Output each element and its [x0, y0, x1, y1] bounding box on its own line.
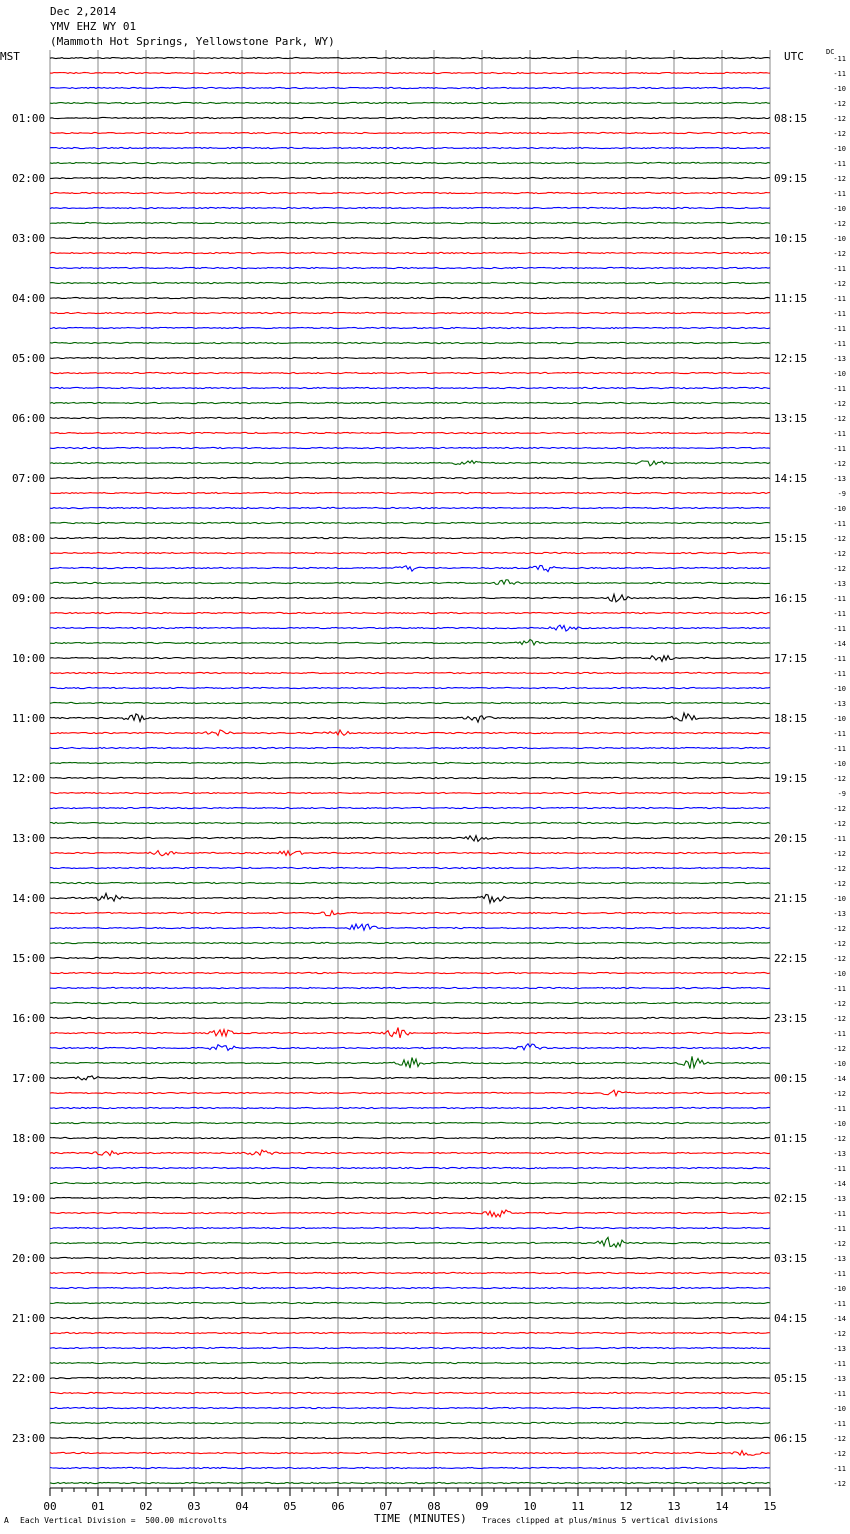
dc-offset-label: -12 — [833, 925, 846, 933]
seismic-trace — [50, 893, 770, 903]
seismic-trace — [50, 565, 770, 571]
hour-label-left: 10:00 — [12, 652, 46, 665]
seismic-trace — [50, 1227, 770, 1228]
seismic-trace — [50, 372, 770, 373]
seismic-trace — [50, 1377, 770, 1378]
seismic-trace — [50, 1017, 770, 1018]
seismic-trace — [50, 924, 770, 930]
seismic-trace — [50, 1451, 770, 1456]
hour-label-left: 13:00 — [12, 832, 46, 845]
dc-offset-label: -10 — [833, 1120, 846, 1128]
hour-label-left: 07:00 — [12, 472, 46, 485]
seismic-trace — [50, 1150, 770, 1156]
x-tick-label: 00 — [43, 1500, 57, 1513]
seismic-trace — [50, 612, 770, 613]
dc-offset-label: -13 — [833, 910, 846, 918]
seismic-trace — [50, 747, 770, 748]
dc-offset-label: -11 — [833, 160, 846, 168]
dc-offset-label: -13 — [833, 475, 846, 483]
dc-offset-label: -11 — [833, 340, 846, 348]
dc-offset-label: -10 — [833, 685, 846, 693]
dc-offset-label: -11 — [833, 385, 846, 393]
dc-offset-label: -11 — [833, 670, 846, 678]
seismic-trace — [50, 477, 770, 478]
hour-label-left: 15:00 — [12, 952, 46, 965]
dc-offset-label: -11 — [833, 265, 846, 273]
dc-offset-label: -12 — [833, 1435, 846, 1443]
dc-offset-label: -12 — [833, 415, 846, 423]
seismic-trace — [50, 942, 770, 943]
hour-label-right: 14:15 — [774, 472, 808, 485]
dc-offset-label: -12 — [833, 130, 846, 138]
seismic-trace — [50, 537, 770, 538]
dc-offset-label: -9 — [837, 790, 846, 798]
dc-offset-label: -12 — [833, 535, 846, 543]
dc-offset-label: -11 — [833, 70, 846, 78]
x-axis-title: TIME (MINUTES) — [374, 1512, 467, 1525]
hour-label-right: 06:15 — [774, 1432, 808, 1445]
x-tick-label: 15 — [763, 1500, 777, 1513]
dc-offset-label: -10 — [833, 760, 846, 768]
dc-offset-label: -11 — [833, 190, 846, 198]
dc-offset-label: -10 — [833, 505, 846, 513]
dc-offset-label: -12 — [833, 1480, 846, 1488]
seismic-trace — [50, 312, 770, 313]
header-station: YMV EHZ WY 01 — [50, 20, 137, 33]
hour-label-right: 00:15 — [774, 1072, 808, 1085]
x-tick-label: 01 — [91, 1500, 105, 1513]
hour-label-left: 09:00 — [12, 592, 46, 605]
dc-offset-label: -13 — [833, 700, 846, 708]
hour-label-right: 01:15 — [774, 1132, 808, 1145]
dc-offset-label: -12 — [833, 880, 846, 888]
hour-label-right: 08:15 — [774, 112, 808, 125]
footer-clip-note: Traces clipped at plus/minus 5 vertical divisions — [482, 1516, 719, 1525]
right-timezone-label: UTC — [784, 50, 804, 63]
dc-offset-label: -11 — [833, 310, 846, 318]
seismic-trace — [50, 1317, 770, 1318]
dc-offset-label: -12 — [833, 1045, 846, 1053]
dc-offset-label: -12 — [833, 1000, 846, 1008]
x-tick-label: 06 — [331, 1500, 345, 1513]
seismic-trace — [50, 1437, 770, 1438]
hour-label-right: 11:15 — [774, 292, 808, 305]
x-tick-label: 13 — [667, 1500, 681, 1513]
x-tick-label: 07 — [379, 1500, 393, 1513]
seismic-trace — [50, 447, 770, 448]
dc-offset-label: -11 — [833, 625, 846, 633]
dc-offset-label: -12 — [833, 865, 846, 873]
seismic-trace — [50, 252, 770, 253]
seismic-trace — [50, 1272, 770, 1273]
seismic-trace — [50, 1257, 770, 1258]
hour-label-right: 05:15 — [774, 1372, 808, 1385]
dc-offset-label: -11 — [833, 1465, 846, 1473]
seismic-trace — [50, 580, 770, 585]
dc-offset-label: -12 — [833, 565, 846, 573]
seismic-trace — [50, 87, 770, 88]
seismic-trace — [50, 1482, 770, 1483]
seismic-trace — [50, 687, 770, 688]
header-location: (Mammoth Hot Springs, Yellowstone Park, WY) — [50, 35, 335, 48]
hour-label-right: 12:15 — [774, 352, 808, 365]
hour-label-right: 13:15 — [774, 412, 808, 425]
dc-offset-label: -12 — [833, 805, 846, 813]
dc-label: DC — [826, 48, 835, 56]
seismic-trace — [50, 507, 770, 508]
seismic-trace — [50, 1362, 770, 1363]
dc-offset-label: -10 — [833, 1405, 846, 1413]
x-tick-label: 11 — [571, 1500, 585, 1513]
seismic-trace — [50, 1167, 770, 1168]
dc-offset-label: -10 — [833, 895, 846, 903]
dc-offset-label: -12 — [833, 1240, 846, 1248]
dc-offset-label: -11 — [833, 1165, 846, 1173]
seismic-trace — [50, 730, 770, 736]
hour-label-right: 15:15 — [774, 532, 808, 545]
hour-label-left: 20:00 — [12, 1252, 46, 1265]
dc-offset-label: -11 — [833, 325, 846, 333]
dc-offset-label: -10 — [833, 370, 846, 378]
dc-offset-label: -12 — [833, 115, 846, 123]
dc-offset-label: -12 — [833, 940, 846, 948]
seismic-trace — [50, 492, 770, 493]
seismic-trace — [50, 132, 770, 133]
seismic-trace — [50, 222, 770, 223]
hour-label-left: 08:00 — [12, 532, 46, 545]
dc-offset-label: -12 — [833, 1330, 846, 1338]
dc-offset-label: -13 — [833, 1345, 846, 1353]
x-tick-label: 02 — [139, 1500, 153, 1513]
hour-label-right: 19:15 — [774, 772, 808, 785]
seismic-trace — [50, 1197, 770, 1198]
dc-offset-label: -11 — [833, 835, 846, 843]
dc-offset-label: -11 — [833, 430, 846, 438]
seismic-trace — [50, 713, 770, 722]
seismic-trace — [50, 972, 770, 973]
seismic-trace — [50, 836, 770, 842]
dc-offset-label: -12 — [833, 850, 846, 858]
x-tick-label: 04 — [235, 1500, 249, 1513]
seismic-trace — [50, 1182, 770, 1183]
hour-label-left: 14:00 — [12, 892, 46, 905]
seismic-trace — [50, 1237, 770, 1247]
hour-label-left: 01:00 — [12, 112, 46, 125]
seismic-trace — [50, 1287, 770, 1288]
dc-offset-label: -14 — [833, 640, 846, 648]
dc-offset-label: -11 — [833, 1270, 846, 1278]
seismic-trace — [50, 147, 770, 148]
dc-offset-label: -11 — [833, 55, 846, 63]
seismic-trace — [50, 57, 770, 58]
dc-offset-label: -13 — [833, 355, 846, 363]
x-tick-label: 09 — [475, 1500, 489, 1513]
seismic-trace — [50, 762, 770, 763]
hour-label-left: 06:00 — [12, 412, 46, 425]
dc-offset-label: -12 — [833, 280, 846, 288]
x-tick-label: 08 — [427, 1500, 441, 1513]
seismic-trace — [50, 402, 770, 403]
footer-left-mark: A — [4, 1516, 9, 1525]
seismic-trace — [50, 672, 770, 673]
seismic-trace — [50, 911, 770, 916]
dc-offset-label: -10 — [833, 715, 846, 723]
dc-offset-label: -11 — [833, 520, 846, 528]
dc-offset-label: -12 — [833, 1135, 846, 1143]
seismic-trace — [50, 207, 770, 208]
dc-offset-label: -13 — [833, 1255, 846, 1263]
dc-offset-label: -11 — [833, 730, 846, 738]
hour-label-right: 16:15 — [774, 592, 808, 605]
left-timezone-label: MST — [0, 50, 20, 63]
dc-offset-label: -12 — [833, 550, 846, 558]
seismic-trace — [50, 1056, 770, 1068]
seismic-trace — [50, 522, 770, 523]
seismic-trace — [50, 357, 770, 358]
dc-offset-label: -11 — [833, 595, 846, 603]
dc-offset-label: -11 — [833, 610, 846, 618]
seismic-trace — [50, 777, 770, 778]
seismic-trace — [50, 1347, 770, 1348]
seismic-trace — [50, 1407, 770, 1408]
dc-offset-label: -11 — [833, 985, 846, 993]
seismic-trace — [50, 432, 770, 433]
dc-offset-label: -12 — [833, 955, 846, 963]
hour-label-left: 02:00 — [12, 172, 46, 185]
seismic-trace — [50, 342, 770, 343]
seismic-trace — [50, 177, 770, 178]
dc-offset-label: -12 — [833, 460, 846, 468]
dc-offset-label: -12 — [833, 400, 846, 408]
dc-offset-label: -12 — [833, 100, 846, 108]
seismic-trace — [50, 702, 770, 703]
seismic-trace — [50, 1107, 770, 1108]
hour-label-left: 12:00 — [12, 772, 46, 785]
dc-offset-label: -11 — [833, 295, 846, 303]
seismic-trace — [50, 851, 770, 856]
seismic-trace — [50, 792, 770, 793]
dc-offset-label: -14 — [833, 1180, 846, 1188]
dc-offset-label: -12 — [833, 250, 846, 258]
seismic-trace — [50, 1467, 770, 1468]
hour-label-right: 10:15 — [774, 232, 808, 245]
seismic-trace — [50, 267, 770, 268]
dc-offset-label: -10 — [833, 1285, 846, 1293]
seismic-trace — [50, 387, 770, 388]
dc-offset-label: -10 — [833, 1060, 846, 1068]
hour-label-left: 05:00 — [12, 352, 46, 365]
hour-label-right: 03:15 — [774, 1252, 808, 1265]
x-tick-label: 14 — [715, 1500, 729, 1513]
dc-offset-label: -11 — [833, 1360, 846, 1368]
seismic-trace — [50, 594, 770, 602]
seismic-trace — [50, 297, 770, 298]
dc-offset-label: -11 — [833, 445, 846, 453]
x-tick-label: 10 — [523, 1500, 537, 1513]
seismic-trace — [50, 1002, 770, 1003]
hour-label-right: 17:15 — [774, 652, 808, 665]
hour-label-right: 22:15 — [774, 952, 808, 965]
dc-offset-label: -13 — [833, 1375, 846, 1383]
dc-offset-label: -11 — [833, 745, 846, 753]
seismic-trace — [50, 1076, 770, 1080]
seismic-trace — [50, 72, 770, 73]
dc-offset-label: -11 — [833, 655, 846, 663]
dc-offset-label: -13 — [833, 580, 846, 588]
seismic-trace — [50, 327, 770, 328]
dc-offset-label: -12 — [833, 1450, 846, 1458]
hour-label-right: 20:15 — [774, 832, 808, 845]
dc-offset-label: -12 — [833, 820, 846, 828]
hour-label-right: 02:15 — [774, 1192, 808, 1205]
seismic-trace — [50, 1302, 770, 1303]
dc-offset-label: -11 — [833, 1300, 846, 1308]
seismic-trace — [50, 1332, 770, 1333]
seismic-trace — [50, 1044, 770, 1051]
hour-label-left: 22:00 — [12, 1372, 46, 1385]
dc-offset-label: -10 — [833, 970, 846, 978]
seismic-trace — [50, 162, 770, 163]
seismic-trace — [50, 102, 770, 103]
seismic-trace — [50, 461, 770, 466]
hour-label-left: 17:00 — [12, 1072, 46, 1085]
seismic-trace — [50, 417, 770, 418]
seismic-trace — [50, 957, 770, 958]
dc-offset-label: -10 — [833, 85, 846, 93]
dc-offset-label: -10 — [833, 235, 846, 243]
seismic-trace — [50, 1210, 770, 1217]
dc-offset-label: -11 — [833, 1225, 846, 1233]
hour-label-left: 11:00 — [12, 712, 46, 725]
seismic-trace — [50, 867, 770, 868]
dc-offset-label: -11 — [833, 1030, 846, 1038]
seismic-trace — [50, 987, 770, 988]
dc-offset-label: -12 — [833, 1015, 846, 1023]
hour-label-left: 04:00 — [12, 292, 46, 305]
hour-label-left: 18:00 — [12, 1132, 46, 1145]
seismic-trace — [50, 639, 770, 644]
hour-label-right: 18:15 — [774, 712, 808, 725]
seismic-trace — [50, 1137, 770, 1138]
hour-label-left: 03:00 — [12, 232, 46, 245]
dc-offset-label: -11 — [833, 1210, 846, 1218]
x-tick-label: 12 — [619, 1500, 633, 1513]
dc-offset-label: -12 — [833, 175, 846, 183]
header-date: Dec 2,2014 — [50, 5, 117, 18]
dc-offset-label: -12 — [833, 775, 846, 783]
seismic-trace — [50, 625, 770, 631]
seismic-trace — [50, 1392, 770, 1393]
dc-offset-label: -12 — [833, 220, 846, 228]
seismic-trace — [50, 882, 770, 883]
hour-label-left: 23:00 — [12, 1432, 46, 1445]
seismic-trace — [50, 1422, 770, 1423]
dc-offset-label: -11 — [833, 1390, 846, 1398]
dc-offset-label: -10 — [833, 205, 846, 213]
hour-label-right: 23:15 — [774, 1012, 808, 1025]
seismic-trace — [50, 1027, 770, 1037]
seismic-trace — [50, 552, 770, 553]
seismic-trace — [50, 237, 770, 238]
dc-offset-label: -11 — [833, 1420, 846, 1428]
dc-offset-label: -14 — [833, 1075, 846, 1083]
hour-label-right: 04:15 — [774, 1312, 808, 1325]
hour-label-left: 21:00 — [12, 1312, 46, 1325]
seismic-trace — [50, 1122, 770, 1123]
dc-offset-label: -13 — [833, 1195, 846, 1203]
seismic-trace — [50, 656, 770, 662]
seismic-trace — [50, 1090, 770, 1096]
footer-scale-note: Each Vertical Division = 500.00 microvolts — [20, 1516, 228, 1525]
x-tick-label: 03 — [187, 1500, 201, 1513]
seismic-trace — [50, 117, 770, 118]
hour-label-right: 21:15 — [774, 892, 808, 905]
seismic-trace — [50, 282, 770, 283]
x-tick-label: 05 — [283, 1500, 297, 1513]
dc-offset-label: -11 — [833, 1105, 846, 1113]
dc-offset-label: -14 — [833, 1315, 846, 1323]
dc-offset-label: -12 — [833, 1090, 846, 1098]
hour-label-left: 16:00 — [12, 1012, 46, 1025]
seismic-trace — [50, 807, 770, 808]
dc-offset-label: -9 — [837, 490, 846, 498]
dc-offset-label: -10 — [833, 145, 846, 153]
seismic-trace — [50, 192, 770, 193]
dc-offset-label: -13 — [833, 1150, 846, 1158]
hour-label-left: 19:00 — [12, 1192, 46, 1205]
seismic-trace — [50, 822, 770, 823]
hour-label-right: 09:15 — [774, 172, 808, 185]
